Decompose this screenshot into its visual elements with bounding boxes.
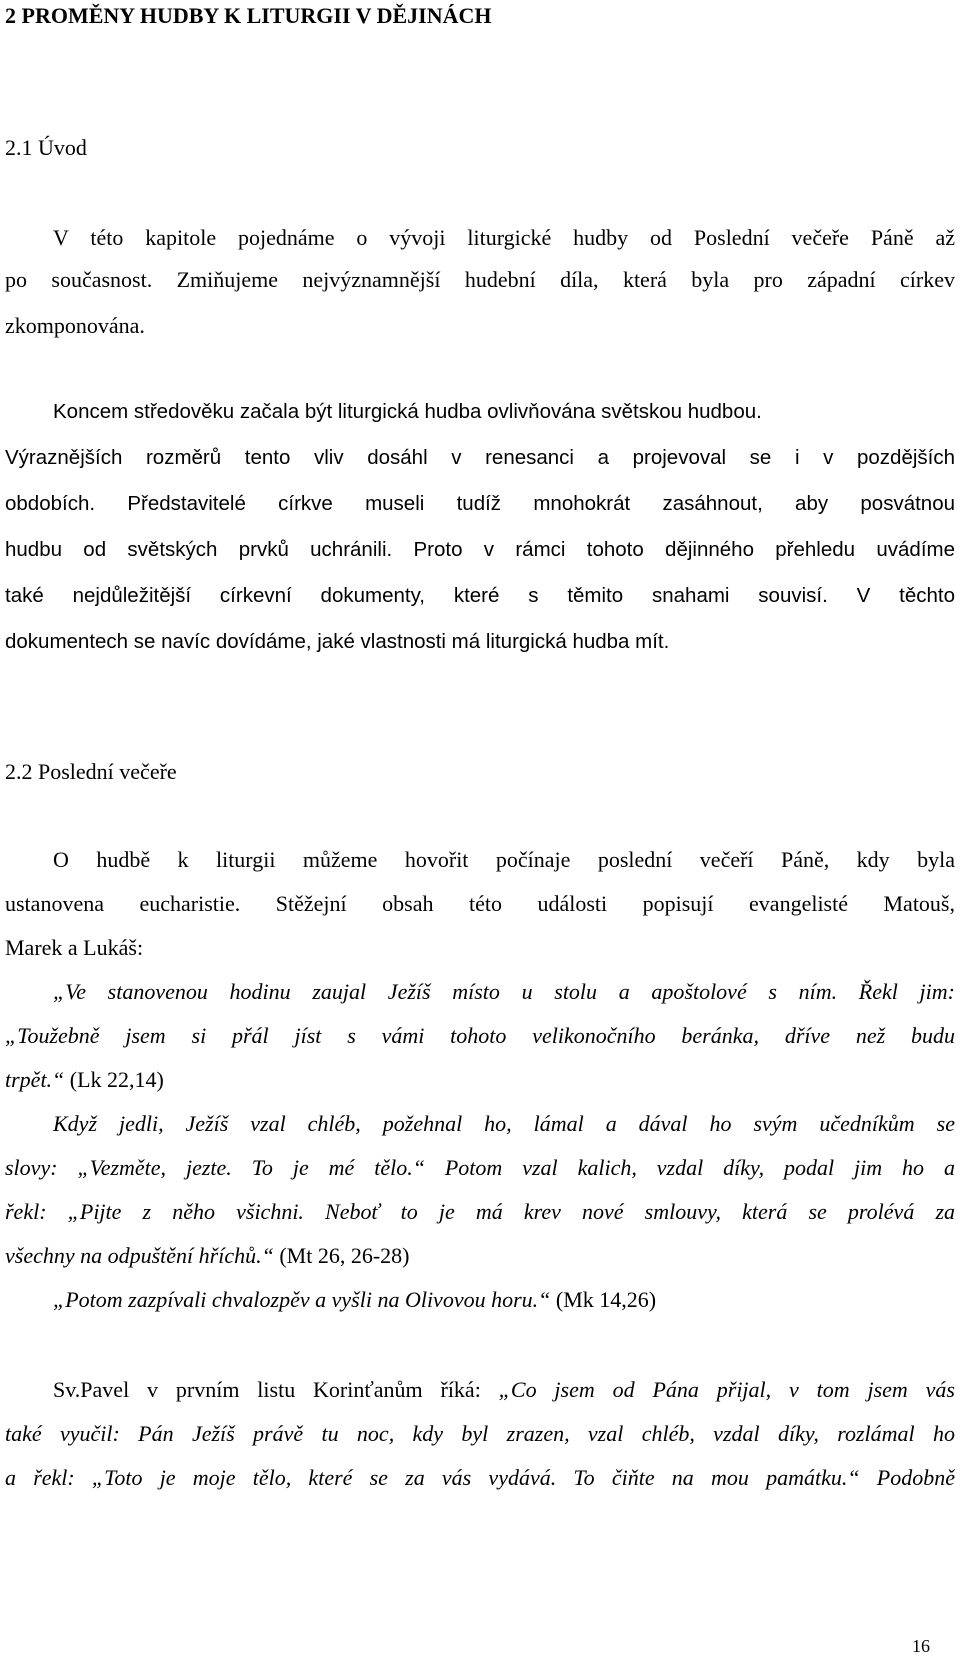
- quote2-text-end: všechny na odpuštění hříchů.“: [5, 1243, 274, 1268]
- para4-line-3: a řekl: „Toto je moje tělo, které se za vás vydává. To čiňte na mou památku.“ Podobně: [5, 1465, 955, 1490]
- para2-line-2: Výraznějších rozměrů tento vliv dosáhl v renesanci a projevoval se i v pozdějších: [5, 446, 955, 469]
- quote1-line-2: „Toužebně jsem si přál jíst s vámi tohoto velikonočního beránka, dříve než budu: [5, 1023, 955, 1048]
- section-heading-intro: 2.1 Úvod: [5, 135, 87, 160]
- intro-line-2: po současnost. Zmiňujeme nejvýznamnější hudební díla, která byla pro západní církev: [5, 267, 955, 292]
- quote2-reference: (Mt 26, 26-28): [273, 1243, 410, 1268]
- para2-line-1: Koncem středověku začala být liturgická hudba ovlivňována světskou hudbou.: [53, 400, 762, 423]
- page-number: 16: [912, 1636, 930, 1656]
- para2-line-5: také nejdůležitější církevní dokumenty, které s těmito snahami souvisí. V těchto: [5, 584, 955, 607]
- quote1-text-end: trpět.“: [5, 1067, 65, 1092]
- intro-line-3: zkomponována.: [5, 313, 145, 338]
- quote3-line: [5, 1286, 955, 1314]
- quote1-line-3: [5, 1066, 955, 1094]
- para2-line-6: dokumentech se navíc dovídáme, jaké vlastnosti má liturgická hudba mít.: [5, 630, 670, 653]
- quote1-reference: (Lk 22,14): [64, 1067, 164, 1092]
- quote2-line-2: slovy: „Vezměte, jezte. To je mé tělo.“ Potom vzal kalich, vzdal díky, podal jim ho a: [5, 1155, 955, 1180]
- para3-line-1: O hudbě k liturgii můžeme hovořit počínaje poslední večeří Páně, kdy byla: [53, 847, 955, 872]
- quote3-text: „Potom zazpívali chvalozpěv a vyšli na Olivovou horu.“: [53, 1287, 551, 1312]
- para3-line-3: Marek a Lukáš:: [5, 935, 144, 960]
- para4-line-2: také vyučil: Pán Ježíš právě tu noc, kdy byl zrazen, vzal chléb, vzdal díky, rozlámal ho: [5, 1421, 955, 1446]
- para2-line-3: obdobích. Představitelé církve museli tudíž mnohokrát zasáhnout, aby posvátnou: [5, 492, 955, 515]
- quote3-reference: (Mk 14,26): [550, 1287, 657, 1312]
- para4-quote-start: „Co jsem od Pána přijal, v tom jsem vás: [498, 1377, 955, 1402]
- para3-line-2: ustanovena eucharistie. Stěžejní obsah této události popisují evangelisté Matouš,: [5, 891, 955, 916]
- section-heading-last-supper: 2.2 Poslední večeře: [5, 759, 177, 784]
- quote2-line-1: Když jedli, Ježíš vzal chléb, požehnal ho, lámal a dával ho svým učedníkům se: [53, 1111, 955, 1136]
- chapter-heading: 2 PROMĚNY HUDBY K LITURGII V DĚJINÁCH: [5, 3, 492, 28]
- intro-line-1: V této kapitole pojednáme o vývoji liturgické hudby od Poslední večeře Páně až: [53, 225, 955, 250]
- quote2-line-3: řekl: „Pijte z něho všichni. Neboť to je má krev nové smlouvy, která se prolévá za: [5, 1199, 955, 1224]
- para4-line-1: [5, 1376, 955, 1404]
- quote1-line-1: „Ve stanovenou hodinu zaujal Ježíš místo u stolu a apoštolové s ním. Řekl jim:: [53, 979, 955, 1004]
- quote2-line-4: [5, 1242, 955, 1270]
- para4-lead: Sv.Pavel v prvním listu Korinťanům říká:: [53, 1377, 499, 1402]
- para2-line-4: hudbu od světských prvků uchránili. Proto v rámci tohoto dějinného přehledu uvádíme: [5, 538, 955, 561]
